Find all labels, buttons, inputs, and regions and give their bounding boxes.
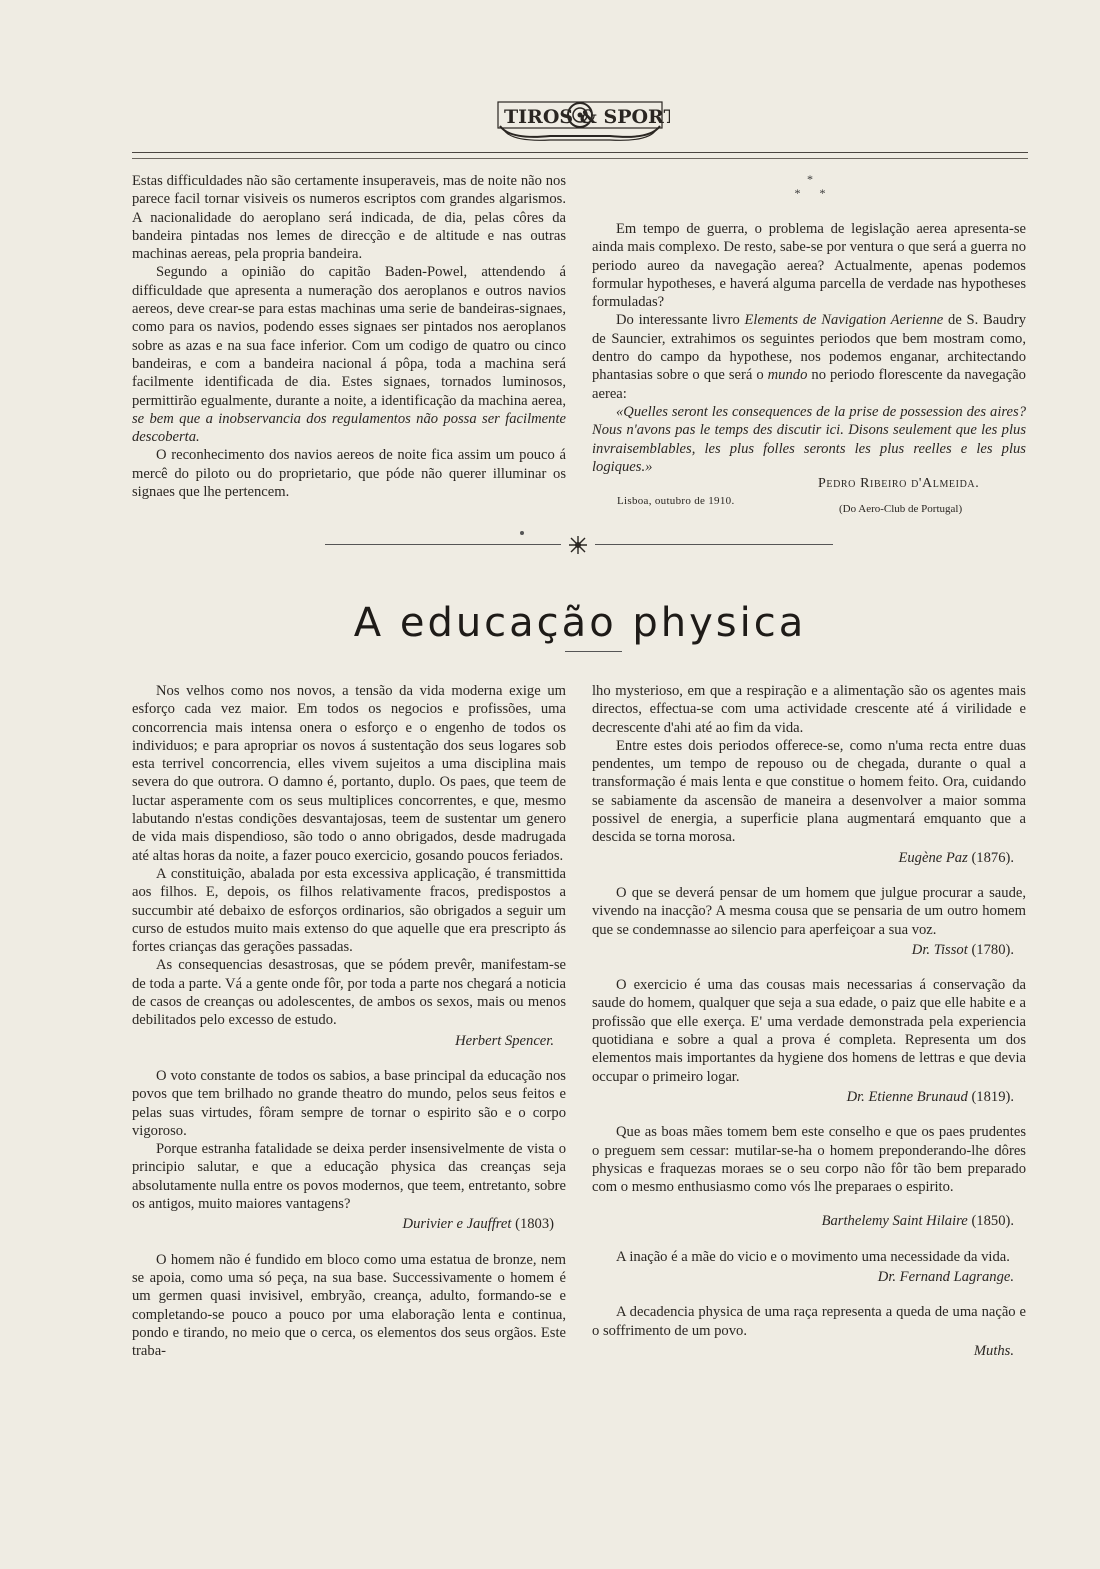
spacer: [132, 1050, 566, 1067]
quote-attribution: [592, 1268, 1014, 1286]
paragraph: A decadencia physica de uma raça representa a queda de uma nação e o soffrimento de um povo.: [592, 1304, 1026, 1339]
dateline: Lisboa, outubro de 1910.: [617, 495, 735, 507]
star-top: *: [807, 172, 813, 186]
ornament-divider: [325, 535, 833, 555]
paragraph: [132, 263, 566, 446]
paragraph: O homem não é fundido em bloco como uma estatua de bronze, nem se apoia, como uma só peça, na sua base. Successivamente o homem é um germen quasi invisivel, embryão, creança, adulto, formando-se e completando-se pouco a pouco por uma elaboração lenta e continua, pondo e tirando, no meio que o cerca, os elementos dos seus orgãos. Este traba-: [132, 1251, 566, 1360]
divider-line-right: [595, 544, 833, 545]
author-affiliation: (Do Aero-Club de Portugal): [839, 503, 963, 515]
column-top-right: [592, 220, 1026, 476]
paragraph: O voto constante de todos os sabios, a base principal da educação nos povos que tem brilhado no grande theatro do mundo, pelos seus feitos e pelas suas virtudes, fôram sempre de tornar o espirito são e o corpo vigoroso.: [132, 1067, 566, 1139]
paragraph: A inação é a mãe do vicio e o movimento uma necessidade da vida.: [616, 1248, 1010, 1265]
attribution-name: Dr. Fernand Lagrange.: [877, 1269, 1014, 1286]
attribution-year: (1780).: [971, 941, 1014, 958]
attribution-name: Eugène Paz: [898, 849, 968, 866]
attribution-year: (1876).: [971, 849, 1014, 866]
attribution-year: (1850).: [971, 1213, 1014, 1230]
paragraph: Em tempo de guerra, o problema de legislação aerea apresenta-se ainda mais complexo. De resto, sabe-se por ventura o que será a guerra no periodo aureo da navegação aerea? Actualmente, apenas podemos formular hypotheses, e haverá alguma parcella de verdade nas hypotheses formuladas?: [592, 221, 1026, 311]
spacer: [592, 1196, 1026, 1210]
article-title: A educação physica: [353, 599, 807, 646]
spacer: [132, 1234, 566, 1251]
attribution-name: Dr. Etienne Brunaud: [846, 1088, 968, 1105]
star-bottom: * *: [794, 186, 826, 200]
attribution-name: Dr. Tissot: [911, 941, 968, 958]
column-bottom-left: [132, 682, 566, 1360]
book-title: Elements de Navigation Aerienne: [744, 312, 944, 329]
attribution-year: (1819).: [971, 1088, 1014, 1105]
paragraph: O exercicio é uma das cousas mais necessarias á conservação da saude do homem, qualquer que seja a sua edade, o paiz que elle habite e a profissão que elle exerça. E' uma verdade demonstrada pela experiencia quotidiana e sobre a qual a prova é completa. Representa um dos elementos mais importantes da hygiene dos homens de lettras e que devia occupar o primeiro logar.: [592, 977, 1026, 1085]
paragraph: lho mysterioso, em que a respiração e a alimentação são os agentes mais directos, effectua-se com uma actividade crescente até á virilidade e decrescente d'ahi até ao fim da vida.: [592, 683, 1026, 736]
paragraph: [592, 311, 1026, 402]
paragraph-text: no periodo florescente da navegação aerea:: [592, 367, 1026, 402]
paragraph: A constituição, abalada por esta excessiva applicação, é transmittida aos filhos. E, depois, os filhos relativamente fracos, predispostos a succumbir até debaixo de esforços ordinarios, são obrigados a seguir um curso de estudos muito mais extenso do que aquelle que era prescripto ás fortes crianças das gerações passadas.: [132, 865, 566, 956]
paragraph-text: Segundo a opinião do capitão Baden-Powel, attendendo á difficuldade que apresenta a numeração dos aeroplanos e outros navios aereos, deve crear-se para estas machinas uma serie de bandeiras-signaes, como para os navios, podendo esses signaes ser pintados nos aeroplanos sobre as azas e na sua face inferior. Com um codigo de quatro ou cinco bandeiras, e com a bandeira nacional á pôpa, toda a machina será facilmente identificada de dia. Estes signaes, tornados luminosos, permittirão egualmente, durante a noite, a identificação da machina aerea,: [132, 264, 566, 409]
quote-attribution: [132, 1032, 554, 1050]
paragraph-text: Do interessante livro: [616, 312, 740, 329]
quote-attribution: [592, 849, 1014, 867]
attribution-year: (1803): [515, 1216, 554, 1233]
spacer: [592, 867, 1026, 884]
emphasis: mundo: [767, 367, 808, 384]
quote-attribution: [132, 1215, 554, 1233]
paragraph-text: de S. Baudry de Sauncier, extrahimos os seguintes periodos que bem mostram como, dentro do campo da hypothese, nos podemos enganar, architectando phantasias sobre o que será o: [592, 312, 1026, 384]
attribution-name: Barthelemy Saint Hilaire: [821, 1213, 968, 1230]
header-rule: [132, 152, 1028, 159]
quote-attribution: [592, 1212, 1014, 1230]
paragraph: O que se deverá pensar de um homem que julgue procurar a saude, vivendo na inacção? A mesma cousa que se pensaria de um outro homem que se condemnasse ao silencio para aperfeiçoar a sua voz.: [592, 884, 1026, 938]
spacer: [592, 1231, 1026, 1248]
column-top-left: [132, 172, 566, 501]
quote-attribution: [592, 1342, 1014, 1360]
masthead-logo: [490, 96, 670, 144]
paragraph: O reconhecimento dos navios aereos de noite fica assim um pouco á mercê do piloto ou do proprietario, que póde não querer illuminar os signaes que lhe pertencem.: [132, 447, 566, 501]
spacer: [592, 1286, 1026, 1303]
masthead-text: TIROS & SPORT: [504, 106, 670, 128]
paragraph: Porque estranha fatalidade se deixa perder insensivelmente de vista o principio salutar, e que a educação physica das creanças seja absolutamente nulla entre os povos modernos, que teem, entretanto, sobre os antigos, muito maiores vantagens?: [132, 1141, 566, 1213]
paragraph-italic: se bem que a inobservancia dos regulamentos não possa ser facilmente descoberta.: [132, 410, 566, 446]
title-rule: [565, 651, 622, 652]
divider-line-left: [325, 544, 561, 545]
quote-text: «Quelles seront les consequences de la prise de possession des aires? Nous n'avons pas le temps des discutir ici. Disons seulement que les plus invraisemblables, les plus folles seronts les plus reelles e les plus logiques.»: [592, 403, 1026, 475]
spacer: [592, 1106, 1026, 1123]
attribution-name: Muths.: [973, 1342, 1014, 1359]
paragraph: Que as boas mães tomem bem este conselho e que os paes prudentes o preguem sem cessar: mutilar-se-ha o homem preponderando-lhe dôres physicas e fraquezas moraes se o seu corpo não fôr tão bem preparado com o mesmo enthusiasmo como vós lhe preparaes o espirito.: [592, 1124, 1026, 1196]
quote-attribution: [592, 941, 1014, 959]
paragraph: Estas difficuldades não são certamente insuperaveis, mas de noite não nos parece facil tornar visiveis os numeros escriptos com grandes algarismos. A nacionalidade do aeroplano será indicada, de dia, pelas côres da bandeira pintadas nos lemes de direcção e de altitude e nas outras machinas aereas, pela propria bandeira.: [132, 173, 566, 263]
attribution-name: Durivier e Jauffret: [402, 1216, 512, 1233]
flower-ornament-icon: [567, 535, 589, 555]
spacer: [592, 959, 1026, 976]
paragraph: Nos velhos como nos novos, a tensão da vida moderna exige um esforço cada vez maior. Em todos os negocios e profissões, uma concorrencia mais intensa onera o esforço e o engenho de todos os individuos; e para apropriar os novos á sustentação dos seus logares sob esta terrivel concorrencia, elles vivem sujeitos a uma disciplina mais severa do que outrora. O damno é, portanto, duplo. Os paes, que teem de luctar asperamente com os seus multiplices concorrentes, e que, mesmo labutando n'estas condições desvantajosas, teem de sustentar um genero de vida mais dispendioso, são todo o anno obrigados, desde madrugada até altas horas da noite, a fazer pouco exercicio, gosando poucos feriados.: [132, 683, 566, 864]
section-stars: [780, 172, 840, 212]
author-signature: Pedro Ribeiro d'Almeida.: [818, 476, 980, 491]
attribution-name: Herbert Spencer.: [455, 1032, 554, 1049]
paragraph: Entre estes dois periodos offerece-se, como n'uma recta entre duas pendentes, um tempo de repouso ou de chegada, durante o qual a transformação é mais lenta e que constitue o homem feito. Ora, cuidando se sabiamente da ascensão de maneira a desenvolver a maior somma possivel de energia, a superficie plana augmentará emquanto que a descida se torna morosa.: [592, 737, 1026, 846]
column-bottom-right: [592, 682, 1026, 1360]
quote-attribution: [592, 1088, 1014, 1106]
french-quote: [592, 403, 1026, 476]
masthead-emblem: [490, 96, 670, 144]
paragraph: As consequencias desastrosas, que se pódem prevêr, manifestam-se de toda a parte. Vá a gente onde fôr, por toda a parte nos chegará a noticia de casos de creanças ou adolescentes, de ambos os sexos, mais ou menos debilitados pelo excesso de estudo.: [132, 957, 566, 1029]
